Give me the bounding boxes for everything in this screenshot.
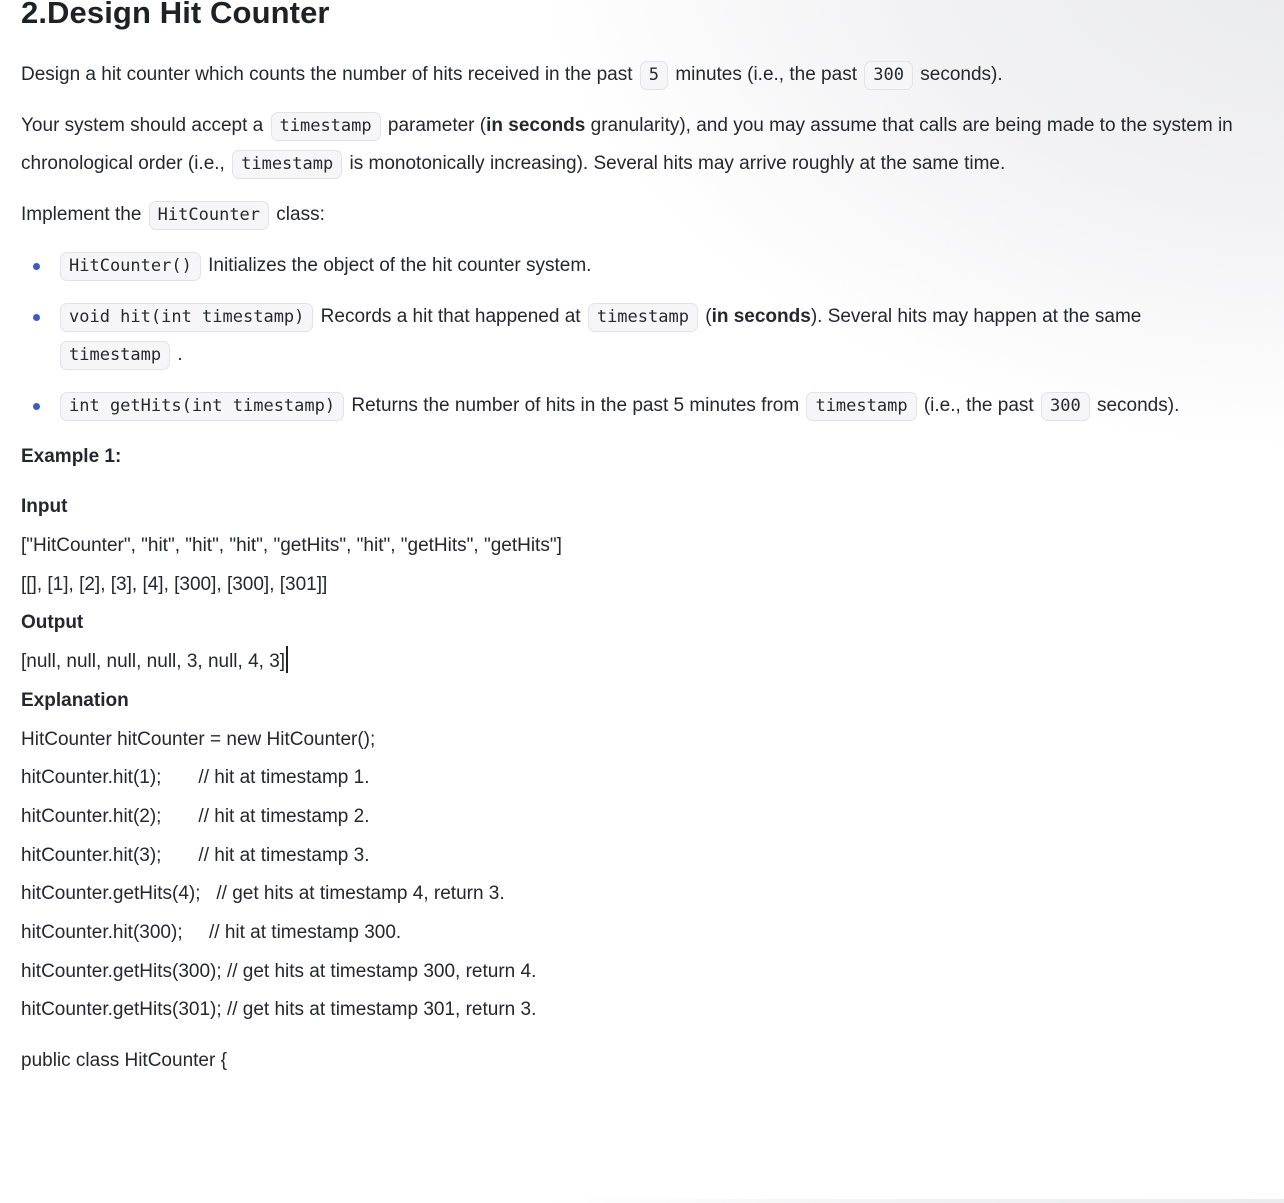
explanation-line: hitCounter.getHits(300); // get hits at timestamp 300, return 4. bbox=[21, 960, 537, 982]
list-item-constructor bbox=[21, 247, 1238, 286]
text-run: ). Several hits may happen at the same bbox=[810, 305, 1142, 327]
text-run: Returns the number of hits in the past 5 minutes from bbox=[346, 394, 805, 416]
explanation-line: HitCounter hitCounter = new HitCounter(); bbox=[21, 728, 376, 750]
text-run: Initializes the object of the hit counter system. bbox=[202, 254, 592, 276]
text-run: Your system should accept a bbox=[21, 114, 269, 136]
page-title: 2.Design Hit Counter bbox=[21, 0, 330, 30]
bold-text: in seconds bbox=[486, 114, 586, 136]
inline-code: void hit(int timestamp) bbox=[60, 303, 313, 332]
text-run: is monotonically increasing). Several hits may arrive roughly at the same time. bbox=[344, 153, 1006, 175]
text-run: ( bbox=[699, 305, 712, 327]
bullet-icon bbox=[33, 403, 40, 410]
paragraph-system bbox=[21, 107, 1238, 184]
text-run: Implement the bbox=[21, 204, 147, 226]
text-cursor bbox=[286, 646, 288, 673]
inline-code: 300 bbox=[1041, 392, 1090, 421]
example-heading: Example 1: bbox=[21, 445, 122, 467]
text-run: Records a hit that happened at bbox=[315, 305, 586, 327]
inline-code: 5 bbox=[640, 61, 668, 90]
code-snippet-start: public class HitCounter { bbox=[21, 1050, 227, 1072]
text-run: seconds). bbox=[1091, 394, 1180, 416]
text-run: minutes (i.e., the past bbox=[670, 64, 863, 85]
explanation-line: hitCounter.hit(300); // hit at timestamp 300. bbox=[21, 922, 402, 944]
bold-text: in seconds bbox=[711, 305, 811, 327]
inline-code: 300 bbox=[864, 61, 913, 90]
inline-code: HitCounter() bbox=[60, 252, 201, 281]
input-operations: ["HitCounter", "hit", "hit", "hit", "getHits", "hit", "getHits", "getHits"] bbox=[21, 535, 562, 557]
example-io-block bbox=[21, 488, 1238, 1030]
explanation-line: hitCounter.hit(3); // hit at timestamp 3. bbox=[21, 844, 370, 866]
explanation-line: hitCounter.getHits(301); // get hits at timestamp 301, return 3. bbox=[21, 999, 537, 1021]
output-line bbox=[21, 643, 1238, 682]
text-run: class: bbox=[271, 204, 325, 226]
inline-code: timestamp bbox=[232, 150, 342, 179]
explanation-line: hitCounter.getHits(4); // get hits at timestamp 4, return 3. bbox=[21, 883, 505, 905]
input-arguments: [[], [1], [2], [3], [4], [300], [300], [301]] bbox=[21, 573, 328, 595]
text-run: seconds). bbox=[914, 64, 1003, 85]
output-values: [null, null, null, null, 3, null, 4, 3] bbox=[21, 651, 286, 673]
list-item-hit bbox=[21, 298, 1238, 375]
inline-code: timestamp bbox=[806, 392, 916, 421]
text-run: granularity), and you may assume that calls are being made to the system in chronological order (i.e., bbox=[21, 114, 1233, 175]
explanation-line: hitCounter.hit(2); // hit at timestamp 2. bbox=[21, 805, 370, 827]
inline-code: timestamp bbox=[271, 112, 381, 141]
inline-code: timestamp bbox=[60, 341, 170, 370]
text-run: Design a hit counter which counts the number of hits received in the past bbox=[21, 64, 638, 85]
input-label: Input bbox=[21, 496, 68, 518]
text-run: parameter ( bbox=[382, 114, 487, 136]
bullet-icon bbox=[33, 314, 40, 321]
explanation-label: Explanation bbox=[21, 689, 129, 711]
bullet-icon bbox=[33, 263, 40, 270]
inline-code: int getHits(int timestamp) bbox=[60, 392, 344, 421]
text-run: . bbox=[172, 344, 183, 366]
explanation-line: hitCounter.hit(1); // hit at timestamp 1. bbox=[21, 767, 370, 789]
list-item-gethits bbox=[21, 387, 1238, 426]
text-run: (i.e., the past bbox=[918, 394, 1039, 416]
inline-code: HitCounter bbox=[149, 201, 269, 230]
paragraph-implement bbox=[21, 196, 1238, 235]
inline-code: timestamp bbox=[588, 303, 698, 332]
output-label: Output bbox=[21, 612, 84, 634]
paragraph-intro bbox=[21, 56, 1238, 95]
